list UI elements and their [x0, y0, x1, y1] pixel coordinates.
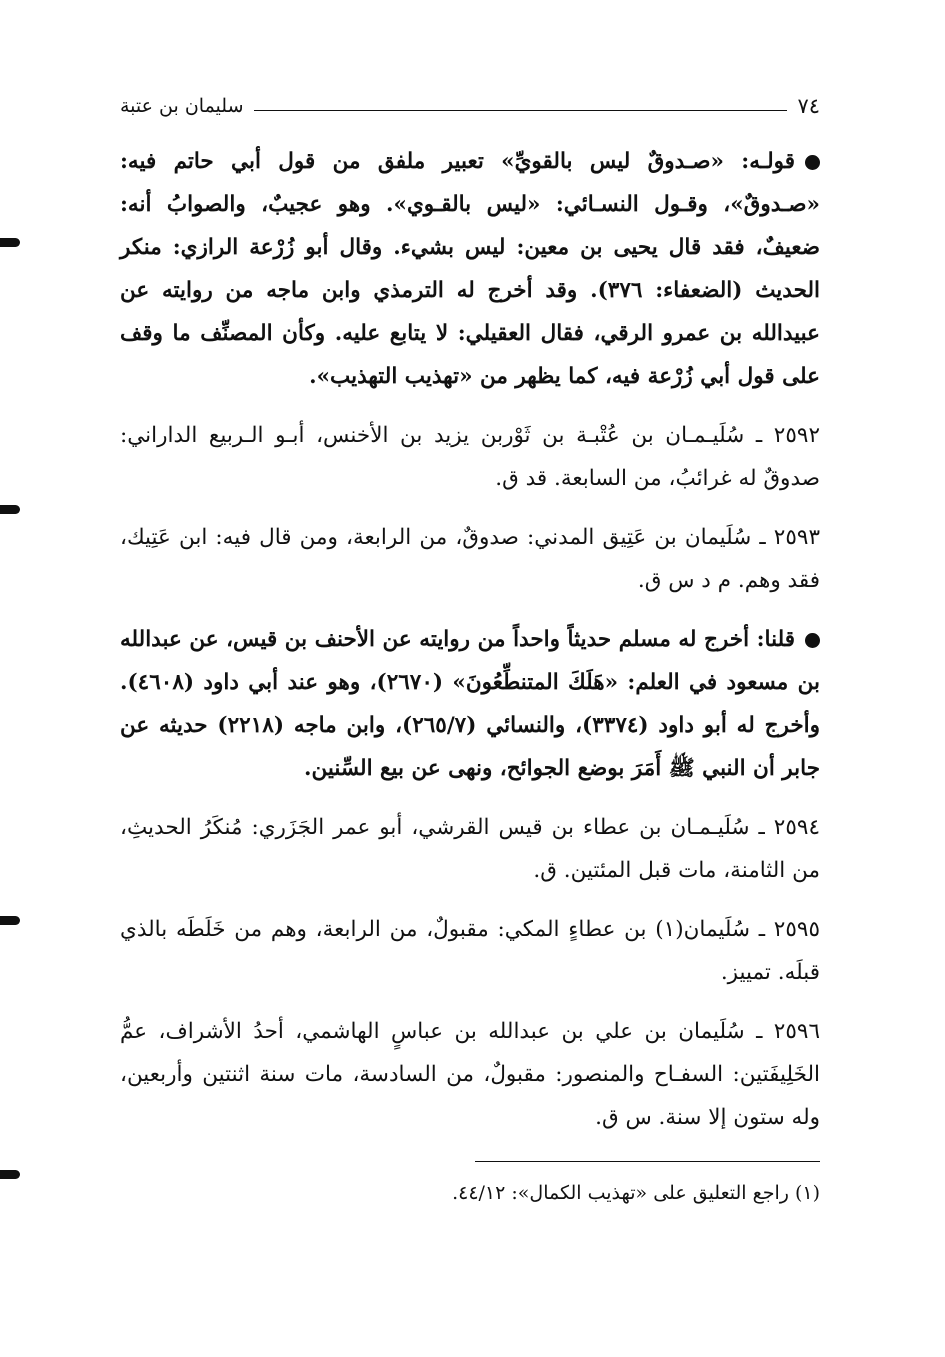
edge-mark	[0, 505, 20, 514]
footnote-rule	[475, 1161, 820, 1162]
page-header	[120, 86, 820, 126]
entry-paragraph: ٢٥٩٤ ـ سُلَيـمـان بن عطاء بن قيس القرشي، أبو عمر الجَزَري: مُنكَرُ الحديثِ، من الثامنة، مات قبل المئتين. ق.	[120, 815, 820, 883]
note-text: قلنا: أخرج له مسلم حديثاً واحداً من روايته عن الأحنف بن قيس، عن عبدالله بن مسعود في العلم: «هَلَكَ المتنطِّعُونَ» (٢٦٧٠)، وهو عند أبي داود (٤٦٠٨). وأخرج له أبو داود (٣٣٧٤)، والنسائي (٢٦٥/٧)، وابن ماجه (٢٢١٨) حديثه عن جابر أن النبي ﷺ أَمَرَ بوضع الجوائح، ونهى عن بيع السِّنين.	[120, 627, 820, 781]
note-paragraph	[120, 618, 820, 790]
entry-paragraph: ٢٥٩٥ ـ سُلَيمان(١) بن عطاءٍ المكي: مقبولٌ، من الرابعة، وهم من خَلَطَه بالذي قبلَه. تمييز.	[120, 917, 820, 985]
header-rule	[254, 110, 788, 111]
edge-mark	[0, 238, 20, 247]
bullet-icon	[805, 633, 820, 648]
document-page	[120, 86, 820, 1212]
note-paragraph	[120, 140, 820, 398]
page-number: ٧٤	[797, 94, 820, 118]
edge-mark	[0, 916, 20, 925]
bullet-icon	[805, 155, 820, 170]
running-title: سليمان بن عتبة	[120, 95, 244, 117]
note-text: قولـه: «صـدوقٌ ليس بالقويِّ» تعبير ملفق من قول أبي حاتم فيه: «صـدوقٌ»، وقـول النسـائي: «ليس بالقـوي». وهو عجيبٌ، والصوابُ أنه: ضعيفٌ، فقد قال يحيى بن معين: ليس بشيء. وقال أبو زُرْعة الرازي: منكر الحديث (الضعفاء: ٣٧٦). وقد أخرج له الترمذي وابن ماجه من روايته عن عبيدالله بن عمرو الرقي، فقال العقيلي: لا يتابع عليه. وكأن المصنِّف ما وقف على قول أبي زُرْعة فيه، كما يظهر من «تهذيب التهذيب».	[120, 149, 820, 389]
entry-paragraph: ٢٥٩٢ ـ سُلَيـمـان بن عُتْبـة بن ثَوْربن يزيد بن الأخنس، أبـو الـربيع الداراني: صدوقٌ له غرائبُ، من السابعة. قد ق.	[120, 423, 820, 491]
entry-paragraph: ٢٥٩٦ ـ سُلَيمان بن علي بن عبدالله بن عباسٍ الهاشمي، أحدُ الأشراف، عمُّ الخَلِيفَتين: السفـاح والمنصور: مقبولٌ، من السادسة، مات سنة اثنتين وأربعين، وله ستون إلا سنة. س ق.	[120, 1019, 820, 1130]
footnote: (١) راجع التعليق على «تهذيب الكمال»: ٤٤/١٢.	[452, 1182, 820, 1204]
body-text	[120, 140, 820, 1139]
edge-mark	[0, 1170, 20, 1179]
entry-paragraph: ٢٥٩٣ ـ سُلَيمان بن عَتِيق المدني: صدوقٌ، من الرابعة، ومن قال فيه: ابن عَتِيك، فقد وهم. م د س ق.	[120, 525, 820, 593]
